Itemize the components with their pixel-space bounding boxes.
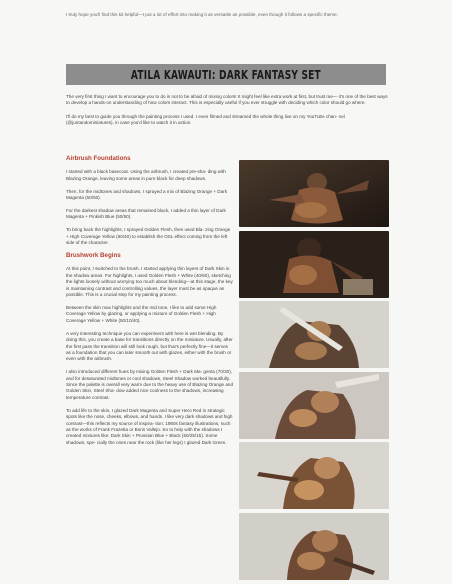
body-paragraph: For the darkest shadow areas that remained black, I added a thin layer of Dark Magenta + Pinkish Blue (50/50). <box>66 208 226 220</box>
top-paragraph: I truly hope you'll find this kit helpful—I put a lot of effort into making it as versatile as possible, even though it follows a specific theme. <box>66 12 338 17</box>
text-column <box>66 156 234 453</box>
body-paragraph: At this point, I switched to the brush. I started applying thin layers of Dark Skin in the shadow areas. For highlights, I used Golden Flesh + White (40/60), sketching the lights loosely without worrying too much about blending—at this stage, the key is maintaining contrast and controlling values, the layer must be as opaque as possible. This is a crucial step for my painting process. <box>66 266 233 298</box>
page-title: ATILA KAWAUTI: DARK FANTASY SET <box>131 67 321 82</box>
miniature-photo-icon <box>239 231 389 298</box>
body-paragraph: A very interesting technique you can experiment with here is wet blending. By doing this, you create a base for transitions directly on the miniature. Usually, after the first pass the transition will still look rough, but that's perfectly fine—it serves as a foundation that you can later smooth out with glazes, either with the brush or even with the airbrush. <box>66 330 233 362</box>
body-paragraph: I started with a black basecoat. Using the airbrush, I created pre-sha- ding with Blazing Orange, leaving some areas in pure black for deep shadows. <box>66 169 226 181</box>
body-paragraph: Between the skin max highlights and the mid tone, I like to add some High Coverage Yellow by glazing, or applying a mixture of Golden Flesh + High Coverage Yellow + White (50/10/40). <box>66 305 217 323</box>
section-heading: Airbrush Foundations <box>66 155 131 162</box>
miniature-photo-icon <box>239 160 389 227</box>
body-paragraph: Then, for the midtones and shadows, I sprayed a mix of Blazing Orange + Dark Magenta (50/50). <box>66 188 227 201</box>
miniature-photo-icon <box>239 513 389 580</box>
intro <box>66 94 388 133</box>
photo-column <box>239 160 389 583</box>
body-paragraph: I also introduced different hues by mixing Golden Flesh + Dark Ma- genta (70/30), and for desaturated midtones or cool shadows, Steel Shadow worked beautifully. Since the palette is overall very warm due to the heavy use of Blazing Orange and Golden Skin, Steel Sha- dow added nice coolness to the shadows, increasing temperature contrast. <box>66 369 234 400</box>
miniature-photo-icon <box>239 442 389 509</box>
title-bar <box>66 64 386 85</box>
body-paragraph: To bring back the highlights, I sprayed Golden Flesh, then used Bla- zing Orange + High Coverage Yellow (60/40) to establish the OSL effect coming from the left side of the character. <box>66 227 231 246</box>
section-heading: Brushwork Begins <box>66 252 121 260</box>
miniature-photo-icon <box>239 372 389 439</box>
intro-paragraph: I'll do my best to guide you through the painting process I used. I even filmed and streamed the whole thing live on my YouTube chan- nel (@juntandominiatures), in case you'd like to watch it in action. <box>66 113 345 125</box>
miniature-photo-icon <box>239 301 389 368</box>
body-paragraph: To add life to the skin, I glazed Dark Magenta and Super Hero Red in strategic spots like the nose, cheeks, elbows, and hands. I like very dark shadows and high contrast—this reflects my source of inspira- tion: 1980s fantasy illustrations, such as the works of Frank Frazetta or Boris Vallejo. So to help with the shadows I created mixtures like: Dark Skin + Prussian Blue + Black (60/25/15). Some shadows, spe- cially the ones near the rock (like her legs) I glazed Dark Green. <box>66 407 233 445</box>
intro-paragraph: The very first thing I want to encourage you to do is not to be afraid of mixing colors! It might feel like extra work at first, but trust me— it's one of the best ways to develop a hands-on understanding of how colors interact. This is especially useful if you ever struggle with deciding which color should go where. <box>66 94 388 106</box>
